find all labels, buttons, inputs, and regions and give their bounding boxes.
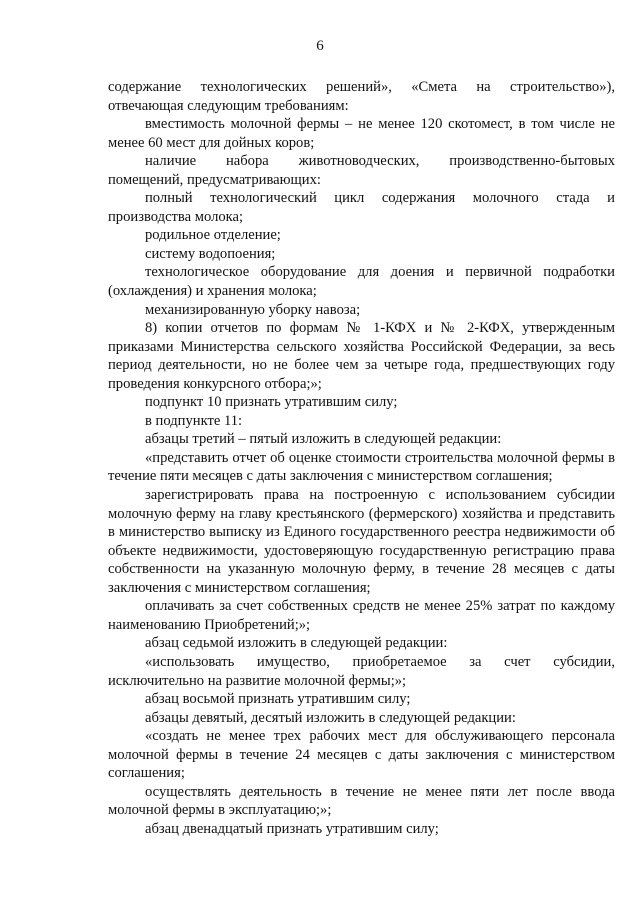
- paragraph: зарегистрировать права на построенную с использованием субсидии молочную ферму на главу крестьянского (фермерского) хозяйства и представить в министерство выписку из Единого государственного реестра недвижимости об объекте недвижимости, удостоверяющую государственную регистрацию права собственности на указанную молочную ферму, в течение 28 месяцев с даты заключения с министерством соглашения;: [108, 487, 615, 596]
- paragraph: технологическое оборудование для доения и первичной подработки (охлаждения) и хранения молока;: [108, 264, 615, 300]
- paragraph: содержание технологических решений», «Смета на строительство»), отвечающая следующим требованиям:: [108, 79, 615, 114]
- paragraph: абзац двенадцатый признать утратившим силу;: [145, 820, 439, 837]
- document-body: [108, 78, 615, 838]
- paragraph: абзац седьмой изложить в следующей редакции:: [145, 635, 448, 652]
- paragraph: в подпункте 11:: [145, 412, 243, 429]
- paragraph: вместимость молочной фермы – не менее 120 скотомест, в том числе не менее 60 мест для дойных коров;: [108, 116, 615, 151]
- paragraph: родильное отделение;: [145, 227, 281, 244]
- paragraph: наличие набора животноводческих, производственно-бытовых помещений, предусматривающих:: [108, 153, 615, 188]
- paragraph: абзац восьмой признать утратившим силу;: [145, 691, 411, 708]
- paragraph: оплачивать за счет собственных средств не менее 25% затрат по каждому наименованию Приобретений;»;: [108, 598, 615, 633]
- paragraph: осуществлять деятельность в течение не менее пяти лет после ввода молочной фермы в эксплуатацию;»;: [108, 783, 615, 819]
- paragraph: полный технологический цикл содержания молочного стада и производства молока;: [108, 190, 615, 225]
- paragraph: «создать не менее трех рабочих мест для обслуживающего персонала молочной фермы в течение 24 месяцев с даты заключения с министерством соглашения;: [108, 728, 615, 782]
- paragraph: механизированную уборку навоза;: [145, 301, 361, 318]
- paragraph: абзацы третий – пятый изложить в следующей редакции:: [145, 431, 502, 448]
- paragraph: «представить отчет об оценке стоимости строительства молочной фермы в течение пяти месяцев с даты заключения с министерством соглашения;: [108, 449, 615, 485]
- paragraph: систему водопоения;: [145, 245, 276, 262]
- paragraph: 8) копии отчетов по формам № 1-КФХ и № 2-КФХ, утвержденным приказами Министерства сельского хозяйства Российской Федерации, за весь период деятельности, но не более чем за четыре года, предшествующих году проведения конкурсного отбора;»;: [108, 320, 615, 392]
- paragraph: абзацы девятый, десятый изложить в следующей редакции:: [145, 709, 516, 726]
- paragraph: подпункт 10 признать утратившим силу;: [145, 394, 398, 411]
- page-number: 6: [316, 38, 324, 54]
- paragraph: «использовать имущество, приобретаемое за счет субсидии, исключительно на развитие молочной фермы;»;: [108, 653, 615, 689]
